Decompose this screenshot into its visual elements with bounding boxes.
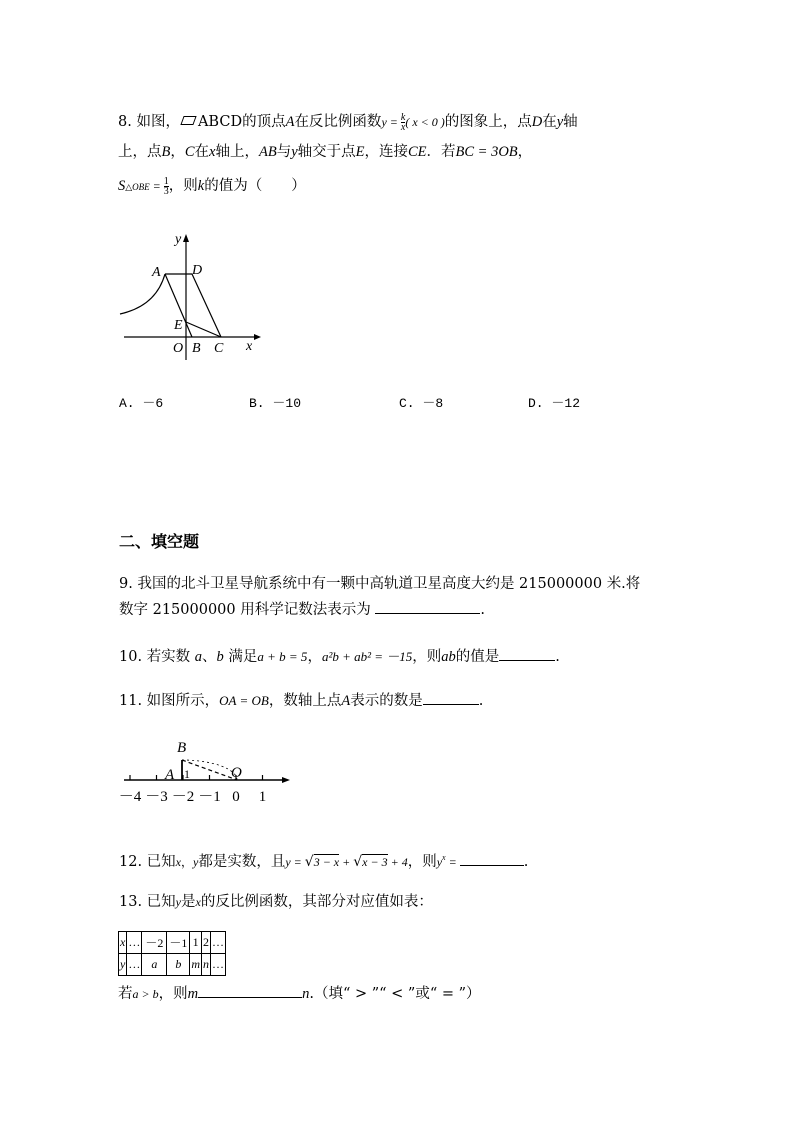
q12-const: + 4 <box>387 854 408 869</box>
q8-text: 在 <box>542 114 557 130</box>
q12-end: . <box>523 853 529 870</box>
tick-label: 0 <box>232 789 240 805</box>
q12-line <box>119 848 528 872</box>
q13-text: 若 <box>118 986 133 1002</box>
q8-var: C <box>184 144 195 160</box>
q12-radicand: x − 3 <box>362 854 388 869</box>
label-d: D <box>192 263 203 278</box>
fraction-denominator: 3 <box>163 185 169 197</box>
q13-text: 是 <box>181 894 196 910</box>
table-row <box>119 932 226 954</box>
q11-line <box>119 690 483 711</box>
q10-text: 满足 <box>223 649 258 665</box>
table-cell: b <box>167 954 190 976</box>
q10-text: ，则 <box>412 649 442 665</box>
hyperbola-curve <box>120 274 165 314</box>
label-x: x <box>246 339 253 354</box>
q8-text: 轴交于点 <box>297 144 356 160</box>
table-cell: x <box>119 932 127 954</box>
q10-text: 、 <box>202 649 217 665</box>
q13-answer-blank[interactable] <box>198 983 302 998</box>
tick-label: －4 <box>118 789 142 805</box>
q8-var: B <box>161 144 171 160</box>
q12-text: 都是实数，且 <box>198 853 286 870</box>
q10-var: ab <box>441 649 456 665</box>
table-cell: a <box>142 954 167 976</box>
q8-area-symbol: S <box>118 178 126 194</box>
q8-line2 <box>118 142 532 162</box>
q13-var: n <box>302 986 310 1002</box>
table-cell: 1 <box>190 932 202 954</box>
q13-var: x <box>195 895 201 909</box>
q11-text: 11. 如图所示， <box>119 693 220 709</box>
q13-var: y <box>175 895 181 909</box>
q8-equation: BC = 3OB <box>455 144 518 160</box>
sqrt-icon: √ <box>304 853 314 870</box>
table-cell: y <box>119 954 127 976</box>
q12-var: x <box>175 854 181 869</box>
q8-text: ，则 <box>168 178 198 194</box>
q10-line <box>119 646 560 667</box>
q12-text: 12. 已知 <box>119 853 176 870</box>
q8-var: x <box>209 144 216 160</box>
q10-equation: a²b + ab² = －15 <box>321 649 413 664</box>
option-d[interactable]: D. －12 <box>528 396 581 411</box>
q12-var: y <box>436 854 443 869</box>
table-cell: … <box>127 954 142 976</box>
q8-text: 在反比例函数 <box>294 114 382 130</box>
label-a: A <box>165 767 175 783</box>
q10-text: 的值是 <box>455 649 500 665</box>
q8-eq: = <box>149 179 164 193</box>
label-e: E <box>174 318 183 333</box>
q13-value-table <box>118 931 226 976</box>
segment-dc <box>192 274 221 337</box>
q8-text: 上，点 <box>118 144 162 160</box>
q13-line <box>119 892 433 912</box>
q11-end: . <box>478 693 484 709</box>
q11-answer-blank[interactable] <box>423 690 479 705</box>
sqrt-icon: √ <box>353 853 363 870</box>
q8-text: 轴上， <box>215 144 259 160</box>
q8-text: 与 <box>276 144 292 160</box>
number-line-arrow-icon <box>282 777 290 783</box>
q8-text: 8. 如图， <box>118 114 180 130</box>
q10-var: a <box>194 649 203 665</box>
q10-var: b <box>216 649 224 665</box>
label-o: O <box>173 341 184 356</box>
label-b: B <box>192 341 201 356</box>
q8-area-subscript: △OBE <box>125 182 150 192</box>
q8-text: 轴 <box>563 114 578 130</box>
q11-text: ，数轴上点 <box>268 693 342 709</box>
fraction-denominator: x <box>400 121 406 133</box>
q8-func: y = <box>381 115 401 129</box>
q8-line1 <box>118 112 578 132</box>
q8-text: ， <box>517 144 533 160</box>
q13-text: 13. 已知 <box>119 894 176 910</box>
q8-var: A <box>285 114 295 130</box>
option-b[interactable]: B. －10 <box>249 396 302 411</box>
table-cell: 2 <box>202 932 211 954</box>
label-c: C <box>214 341 224 356</box>
label-y: y <box>175 232 182 247</box>
q8-text: 在 <box>194 144 210 160</box>
q11-var: A <box>341 693 351 709</box>
label-a: A <box>152 265 161 280</box>
tick-label: 1 <box>258 789 267 805</box>
q13-text: 的反比例函数，其部分对应值如表： <box>200 894 433 910</box>
parallelogram-icon <box>180 116 196 125</box>
q13-condition-line <box>118 983 481 1004</box>
q10-answer-blank[interactable] <box>499 646 555 661</box>
q8-var: CE <box>407 144 427 160</box>
label-b: B <box>177 740 187 756</box>
fraction-numerator: k <box>400 111 406 123</box>
table-row <box>119 954 226 976</box>
q9-line2 <box>119 599 485 620</box>
label-one: 1 <box>184 767 190 781</box>
x-axis-arrow-icon <box>254 334 261 340</box>
section-title: 二、填空题 <box>119 532 200 551</box>
tick-label: －1 <box>198 789 221 805</box>
q8-text: ．若 <box>426 144 456 160</box>
q10-text: 10. 若实数 <box>119 649 195 665</box>
y-axis-arrow-icon <box>183 234 189 242</box>
table-cell: m <box>190 954 202 976</box>
option-c[interactable]: C. －8 <box>399 396 444 411</box>
q10-equation: a + b = 5 <box>257 649 308 664</box>
q13-var: m <box>187 986 199 1002</box>
q12-var: y <box>193 854 199 869</box>
option-a[interactable]: A. －6 <box>119 396 164 411</box>
q12-exponent: x <box>442 853 446 862</box>
q9-text: 数字 215000000 用科学记数法表示为 <box>119 602 376 618</box>
q13-text: ，则 <box>158 986 188 1002</box>
q12-lhs: y = <box>285 854 305 869</box>
q8-var: y <box>556 114 564 130</box>
q11-number-line-figure <box>116 734 296 806</box>
table-cell: n <box>202 954 211 976</box>
q10-end: . <box>555 649 560 665</box>
q8-text: ，连接 <box>364 144 408 160</box>
q9-answer-blank[interactable] <box>375 599 480 614</box>
table-cell: … <box>211 954 226 976</box>
fraction-numerator: 1 <box>163 175 169 187</box>
q8-text: ， <box>170 144 185 160</box>
q8-var: y <box>291 144 298 160</box>
q8-var: D <box>531 114 543 130</box>
table-cell: －2 <box>142 932 167 954</box>
q12-answer-blank[interactable] <box>460 851 524 866</box>
q8-text: ABCD的顶点 <box>197 114 286 130</box>
table-cell: … <box>127 932 142 954</box>
q13-inequality: a > b <box>132 987 159 1001</box>
q11-text: 表示的数是 <box>350 693 423 709</box>
tick-label: －3 <box>145 789 168 805</box>
q9-end: . <box>480 602 485 618</box>
q8-text: 的图象上，点 <box>444 114 532 130</box>
q11-equation: OA = OB <box>219 693 269 708</box>
q8-text: 的值为（ ） <box>204 178 306 194</box>
q12-plus: + <box>339 854 354 869</box>
tick-label: －2 <box>171 789 195 805</box>
q9-line1: 9. 我国的北斗卫星导航系统中有一颗中高轨道卫星高度大约是 215000000 米.将 <box>119 576 641 592</box>
label-o: O <box>231 765 242 781</box>
q8-figure <box>116 226 266 366</box>
q12-text: ，则 <box>407 853 437 870</box>
q8-var: E <box>355 144 365 160</box>
q13-text: .（填“ > ”“ < ”或“ = ”） <box>309 986 481 1002</box>
q10-text: ， <box>307 649 322 665</box>
q8-var: AB <box>258 144 277 160</box>
q12-radicand: 3 − x <box>313 854 340 869</box>
table-cell: －1 <box>167 932 190 954</box>
q12-eq: = <box>445 854 460 869</box>
q8-var: k <box>197 178 205 194</box>
q8-line3 <box>118 176 306 197</box>
q12-text: ， <box>181 854 194 869</box>
q8-func-condition: ( x < 0 ) <box>405 115 445 129</box>
table-cell: … <box>211 932 226 954</box>
